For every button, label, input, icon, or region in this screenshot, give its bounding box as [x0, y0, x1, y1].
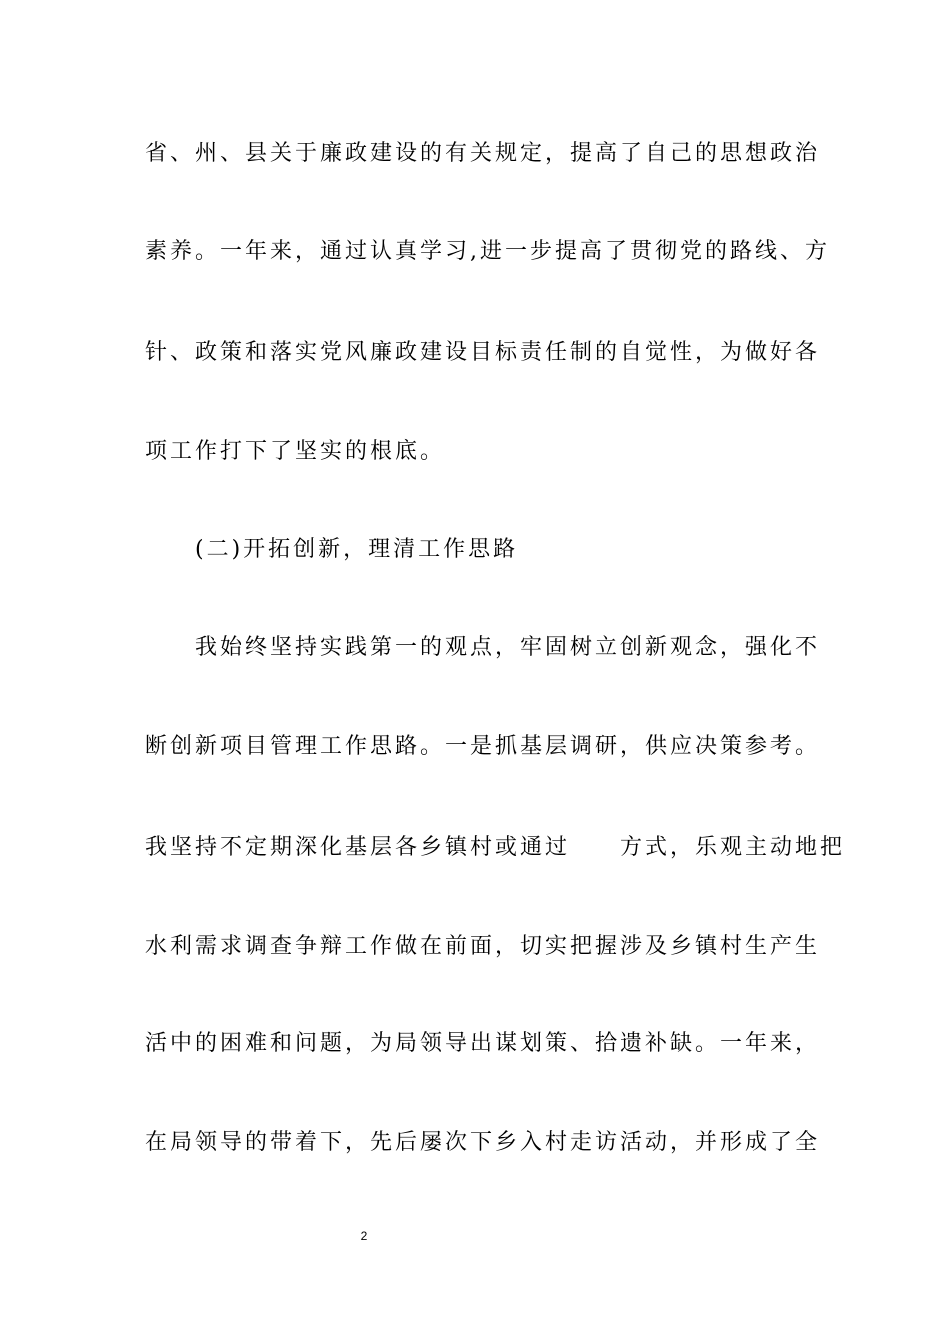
- paragraph-line: 我坚持不定期深化基层各乡镇村或通过 方式，乐观主动地把: [145, 835, 846, 860]
- paragraph-line: 断创新项目管理工作思路。一是抓基层调研，供应决策参考。: [145, 734, 821, 759]
- paragraph-line: 素养。一年来，通过认真学习,进一步提高了贯彻党的路线、方: [145, 239, 830, 264]
- paragraph-line: 我始终坚持实践第一的观点，牢固树立创新观念，强化不: [195, 635, 821, 660]
- section-heading: (二)开拓创新，理清工作思路: [195, 537, 519, 562]
- paragraph-line: 针、政策和落实党风廉政建设目标责任制的自觉性，为做好各: [145, 340, 821, 365]
- paragraph-line: 活中的困难和问题，为局领导出谋划策、拾遗补缺。一年来，: [145, 1031, 821, 1056]
- paragraph-line: 项工作打下了坚实的根底。: [145, 439, 446, 464]
- paragraph-line: 水利需求调查争辩工作做在前面，切实把握涉及乡镇村生产生: [145, 934, 821, 959]
- paragraph-line: 在局领导的带着下，先后屡次下乡入村走访活动，并形成了全: [145, 1130, 821, 1155]
- page-number: 2: [360, 1229, 368, 1243]
- paragraph-line: 省、州、县关于廉政建设的有关规定，提高了自己的思想政治: [145, 141, 821, 166]
